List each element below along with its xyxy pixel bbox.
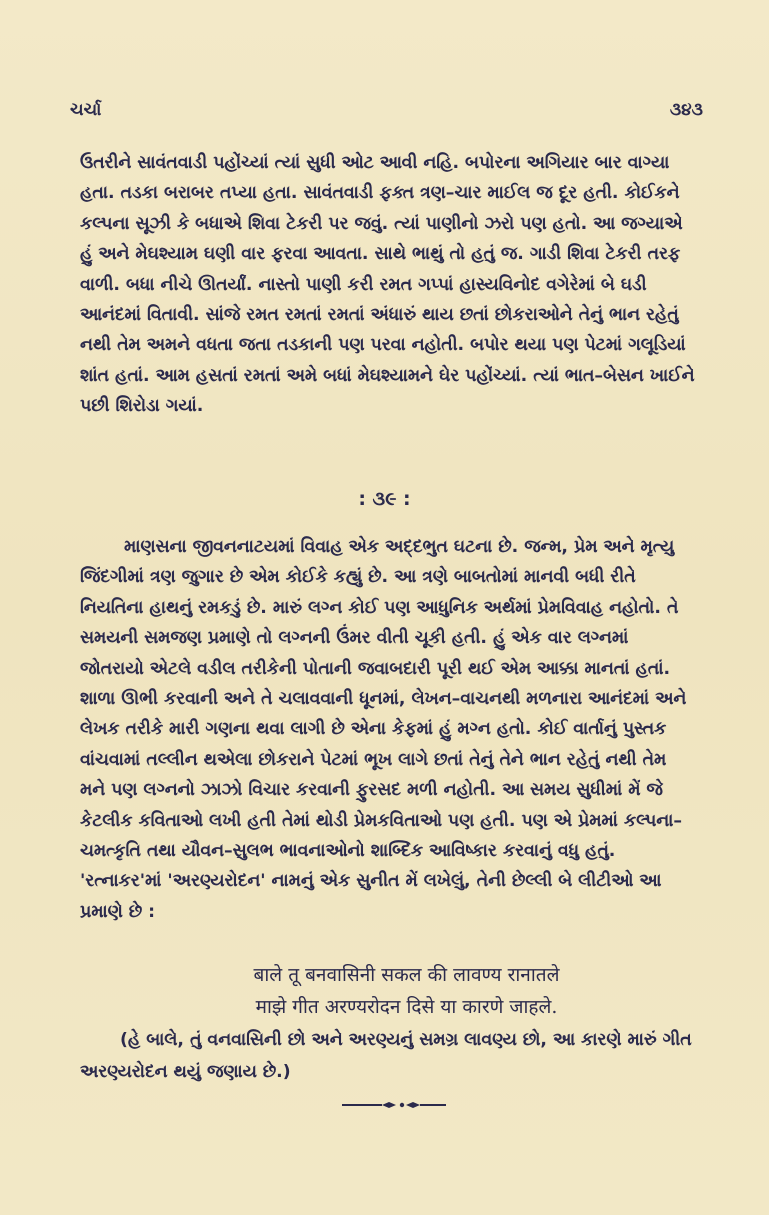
running-title: ચર્ચા	[70, 100, 102, 120]
page-number: ૩૪૩	[669, 100, 703, 120]
section-number: : ૩૯ :	[358, 488, 411, 510]
verse-line-1: बाले तू बनवासिनी सकल की लावण्य रानातले	[253, 964, 560, 986]
verse-translation	[80, 1024, 696, 1088]
page-header	[70, 100, 703, 130]
translation-text: (હે બાલે, તું વનવાસિની છો અને અરણ્યનું સમગ્ર લાવણ્ય છો, આ કારણે મારું ગીત અરણ્યરોદન થયું જણાય છે.)	[80, 1030, 692, 1082]
paragraph-2-text: માણસના જીવનનાટયમાં વિવાહ એક અદ્દભુત ઘટના છે. જન્મ, પ્રેમ અને મૃત્યુ જિંદગીમાં ત્રણ જુગાર છે એમ કોઈકે કહ્યું છે. આ ત્રણે બાબતોમાં માનવી બધી રીતે નિયતિના હાથનું રમકડું છે. મારું લગ્ન કોઈ પણ આધુનિક અર્થમાં પ્રેમવિવાહ નહોતો. તે સમયની સમજણ પ્રમાણે તો લગ્નની ઉંમર વીતી ચૂકી હતી. હું એક વાર લગ્નમાં જોતરાયો એટલે વડીલ તરીકેની પોતાની જવાબદારી પૂરી થઈ એમ આક્કા માનતાં હતાં. શાળા ઊભી કરવાની અને તે ચલાવવાની ધૂનમાં, લેખન–વાચનથી મળનારા આનંદમાં અને લેખક તરીકે મારી ગણના થવા લાગી છે એના કેફમાં હું મગ્ન હતો. કોઈ વાર્તાનું પુસ્તક વાંચવામાં તલ્લીન થએલા છોકરાને પેટમાં ભૂખ લાગે છતાં તેનું તેને ભાન રહેતું નથી તેમ મને પણ લગ્નનો ઝાઝો વિચાર કરવાની ફુરસદ મળી નહોતી. આ સમય સુધીમાં મેં જે કેટલીક કવિતાઓ લખી હતી તેમાં થોડી પ્રેમકવિતાઓ પણ હતી. પણ એ પ્રેમમાં કલ્પના–ચમત્કૃતિ તથા યૌવન–સુલભ ભાવનાઓનો શાબ્દિક આવિષ્કાર કરવાનું વધુ હતું. 'રત્નાકર'માં 'અરણ્યરોદન' નામનું એક સુનીત મેં લખેલું, તેની છેલ્લી બે લીટીઓ આ પ્રમાણે છે :	[80, 537, 687, 922]
verse-line-2: माझे गीत अरण्यरोदन दिसे या कारणे जाहले.	[255, 996, 558, 1018]
paragraph-1: ઉતરીને સાવંતવાડી પહોંચ્યાં ત્યાં સુધી ઓટ આવી નહિ. બપોરના અગિયાર બાર વાગ્યા હતા. તડકા બરાબર તપ્યા હતા. સાવંતવાડી ફક્ત ત્રણ–ચાર માઈલ જ દૂર હતી. કોઈકને કલ્પના સૂઝી કે બધાએ શિવા ટેકરી પર જવું. ત્યાં પાણીનો ઝરો પણ હતો. આ જગ્યાએ હું અને મેઘશ્યામ ઘણી વાર ફરવા આવતા. સાથે ભાથું તો હતું જ. ગાડી શિવા ટેકરી તરફ વાળી. બધા નીચે ઊતર્યાં. નાસ્તો પાણી કરી રમત ગપ્પાં હાસ્યવિનોદ વગેરેમાં બે ઘડી આનંદમાં વિતાવી. સાંજે રમત રમતાં રમતાં અંધારું થાય છતાં છોકરાઓને તેનું ભાન રહેતું નથી તેમ અમને વધતા જતા તડકાની પણ પરવા નહોતી. બપોર થયા પણ પેટમાં ગલૂડિયાં શાંત હતાં. આમ હસતાં રમતાં અમે બધાં મેઘશ્યામને ઘેર પહોંચ્યાં. ત્યાં ભાત–બેસન ખાઈને પછી શિરોડા ગયાં.	[80, 153, 695, 417]
ornament-divider-icon	[342, 1100, 446, 1110]
paragraph-2	[80, 532, 696, 927]
